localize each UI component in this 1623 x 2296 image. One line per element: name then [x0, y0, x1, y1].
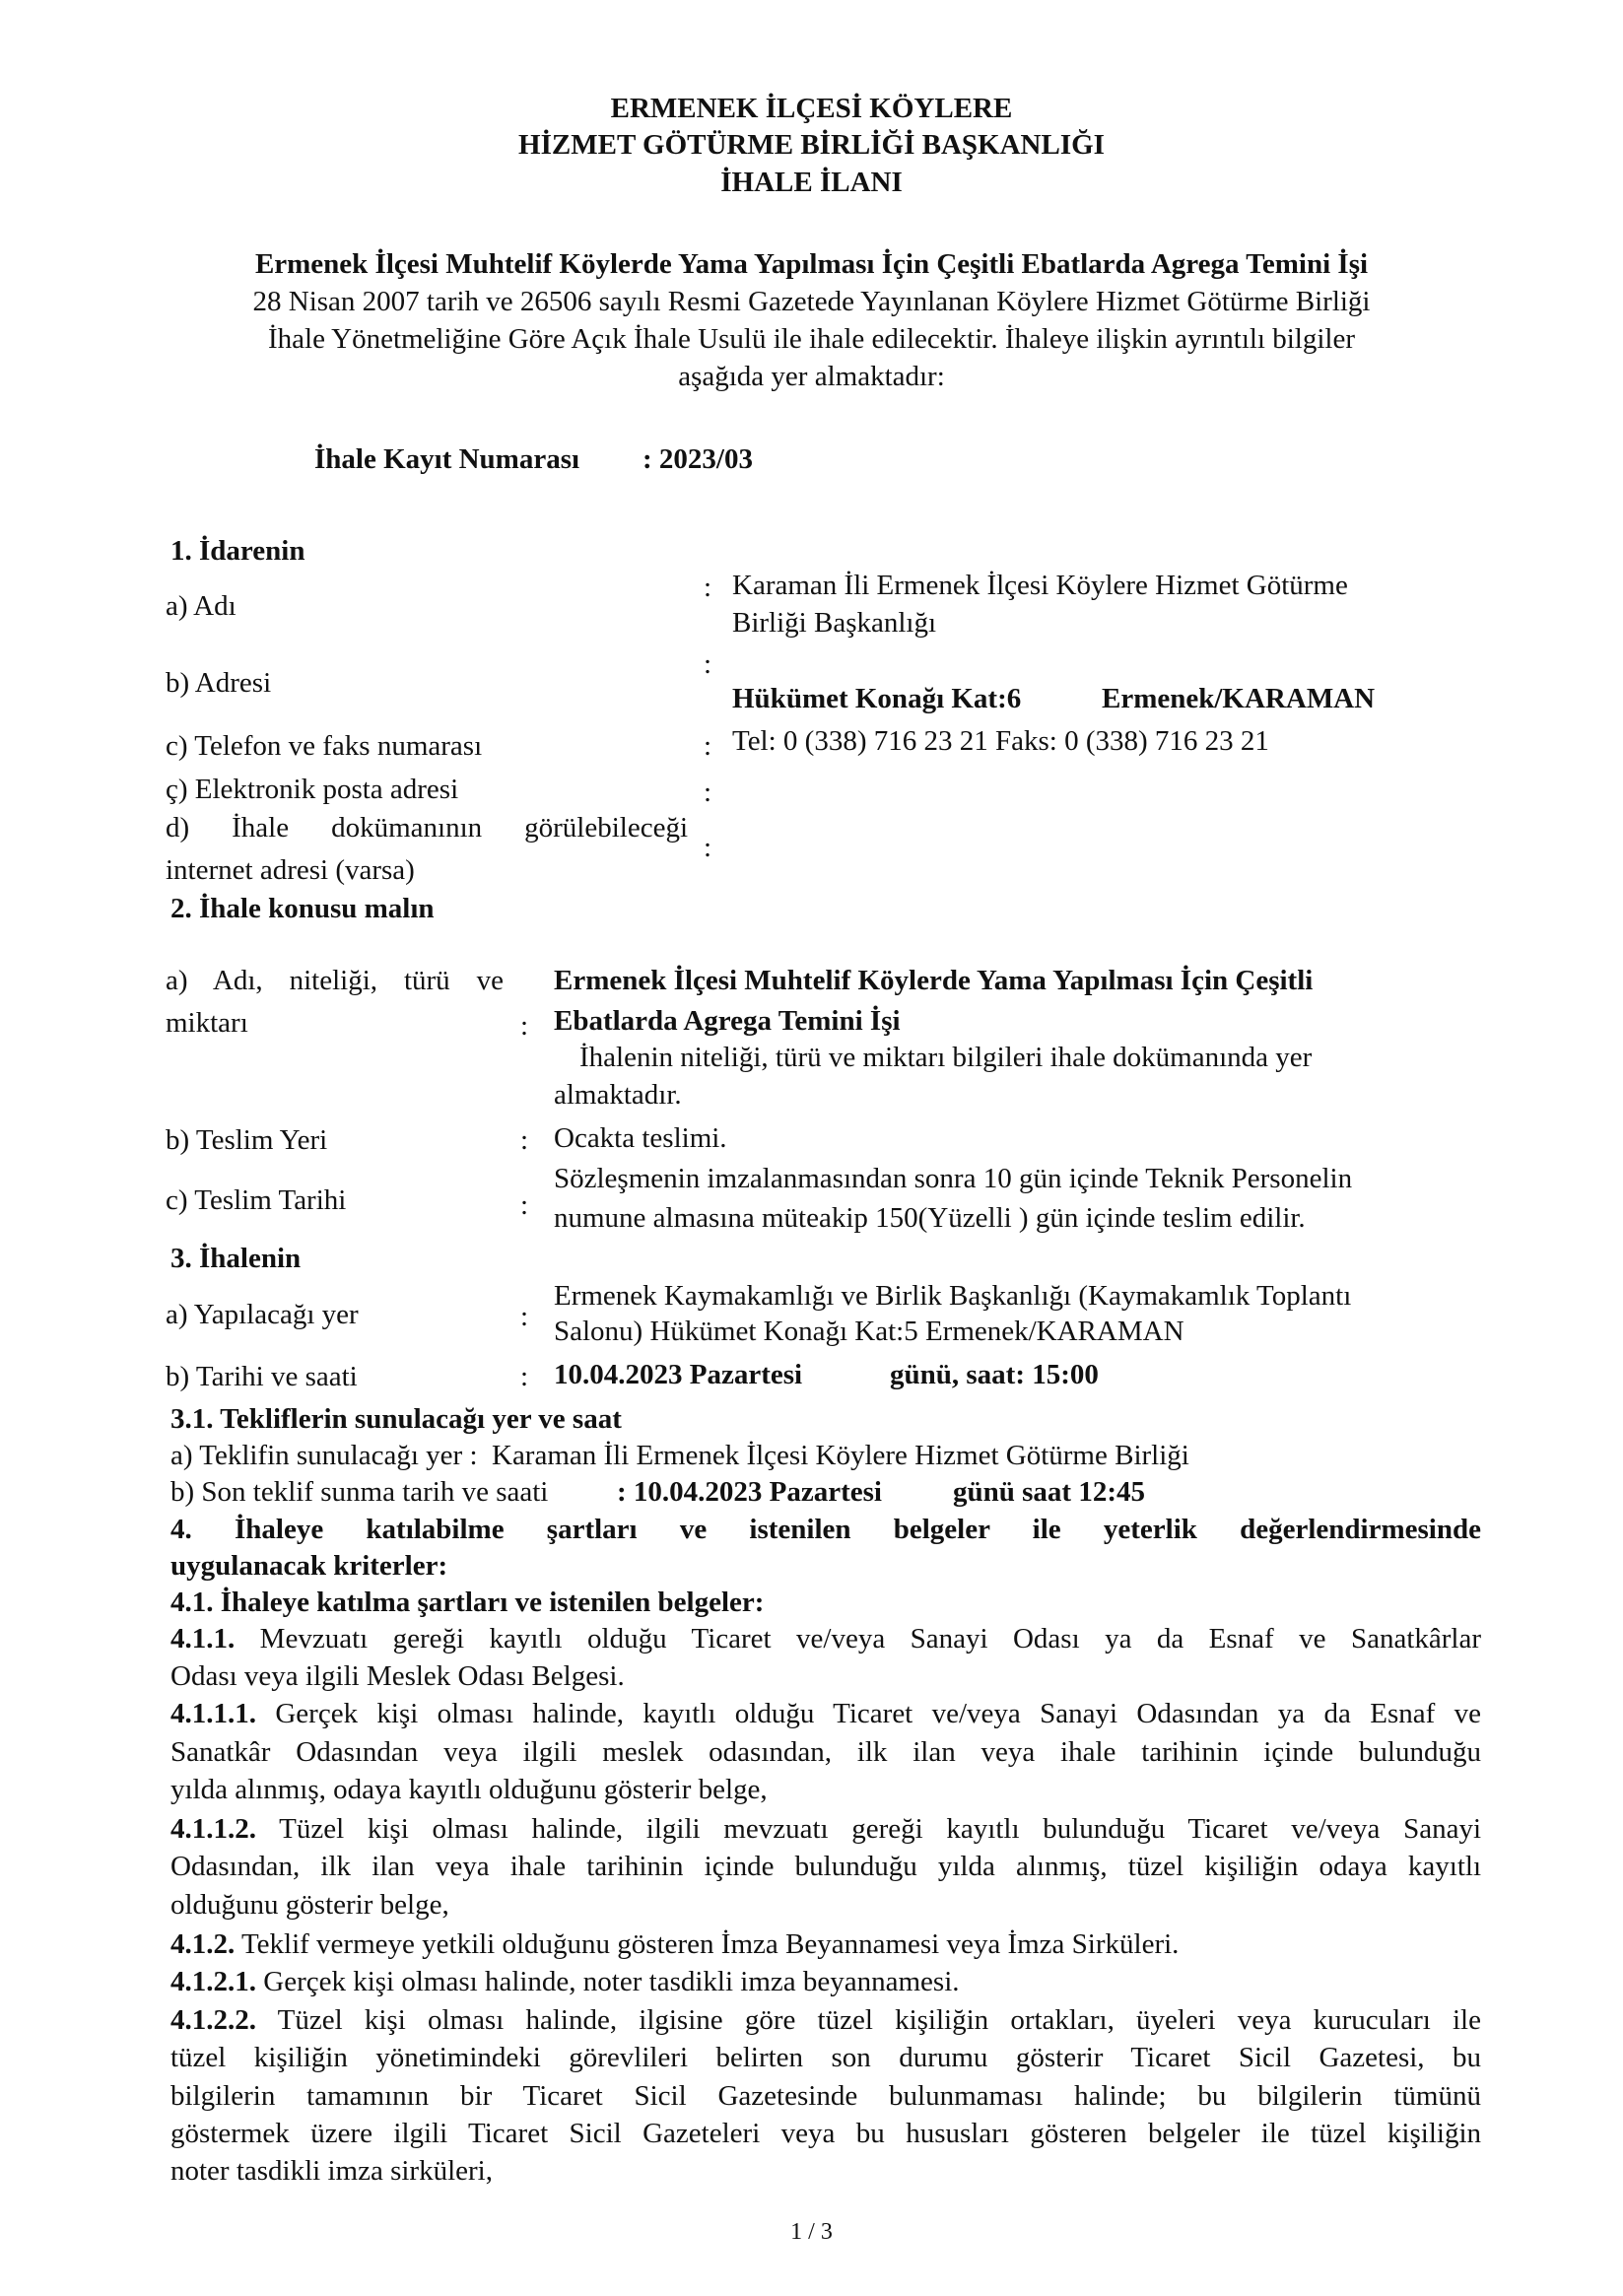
s1-a-value-2: Birliği Başkanlığı — [732, 607, 937, 639]
intro-title: Ermenek İlçesi Muhtelif Köylerde Yama Yapılması İçin Çeşitli Ebatlarda Agrega Temini İşi — [254, 248, 1369, 280]
section-2-heading: 2. İhale konusu malın — [170, 893, 435, 924]
s2-a-value-3: İhalenin niteliği, türü ve miktarı bilgileri ihale dokümanında yer — [579, 1042, 1313, 1073]
p4112-line-1 — [170, 1811, 1481, 1848]
s1-c-label: c) Telefon ve faks numarası — [166, 730, 483, 762]
p4122-line-2: tüzel kişiliğin yönetimindeki görevlileri belirten son durumu gösterir Ticaret Sicil Gazetesi, bu — [170, 2042, 1481, 2073]
s2-b-colon: : — [519, 1124, 529, 1156]
s1-b-colon: : — [703, 648, 712, 680]
page-number: 1 / 3 — [790, 2219, 833, 2245]
s1-d-label-1: d) İhale dokümanının görülebileceği — [166, 812, 688, 844]
section-1-heading: 1. İdarenin — [170, 535, 305, 567]
p411-text-1: Mevzuatı gereği kayıtlı olduğu Ticaret ve/veya Sanayi Odası ya da Esnaf ve Sanatkârlar — [235, 1623, 1481, 1654]
p4122-line-5: noter tasdikli imza sirküleri, — [170, 2155, 493, 2187]
s2-c-colon: : — [519, 1189, 529, 1221]
s3-b-label: b) Tarihi ve saati — [166, 1361, 358, 1392]
s2-b-value: Ocakta teslimi. — [554, 1122, 727, 1154]
p412-line-1 — [170, 1926, 1179, 1963]
kayit-value: : 2023/03 — [642, 443, 753, 475]
p4122-line-3: bilgilerin tamamının bir Ticaret Sicil Gazetesinde bulunmaması halinde; bu bilgilerin tümünü — [170, 2080, 1481, 2112]
s3-a-label: a) Yapılacağı yer — [166, 1299, 359, 1330]
header-line-2: HİZMET GÖTÜRME BİRLİĞİ BAŞKANLIĞI — [518, 129, 1105, 161]
s2-a-label-2: miktarı — [166, 1007, 248, 1039]
s31-a-text: a) Teklifin sunulacağı yer : Karaman İli Ermenek İlçesi Köylere Hizmet Götürme Birliği — [170, 1440, 1189, 1471]
p411-line-1 — [170, 1621, 1481, 1657]
p4111-number: 4.1.1.1. — [170, 1698, 256, 1729]
section-4-heading-1: 4. İhaleye katılabilme şartları ve istenilen belgeler ile yeterlik değerlendirmesinde — [170, 1514, 1481, 1545]
s1-d-label-2: internet adresi (varsa) — [166, 854, 415, 886]
s31-b-time: günü saat 12:45 — [953, 1476, 1145, 1508]
s2-a-colon: : — [519, 1010, 529, 1042]
p4122-line-1 — [170, 2002, 1481, 2039]
intro-line-2: 28 Nisan 2007 tarih ve 26506 sayılı Resmi Gazetede Yayınlanan Köylere Hizmet Götürme Birliği — [252, 286, 1371, 317]
s2-c-value-1: Sözleşmenin imzalanmasından sonra 10 gün içinde Teknik Personelin — [554, 1163, 1353, 1194]
s3-b-time: günü, saat: 15:00 — [890, 1359, 1099, 1390]
s2-a-label-1: a) Adı, niteliği, türü ve — [166, 965, 504, 996]
p4112-number: 4.1.1.2. — [170, 1813, 256, 1845]
p4121-number: 4.1.2.1. — [170, 1966, 256, 1997]
p4111-text-1: Gerçek kişi olması halinde, kayıtlı olduğu Ticaret ve/veya Sanayi Odasından ya da Esnaf ve — [256, 1698, 1481, 1729]
s3-b-date: 10.04.2023 Pazartesi — [554, 1359, 803, 1390]
s2-a-value-2: Ebatlarda Agrega Temini İşi — [554, 1005, 901, 1037]
s1-cc-label: ç) Elektronik posta adresi — [166, 774, 459, 805]
s2-b-label: b) Teslim Yeri — [166, 1124, 328, 1156]
s1-a-colon: : — [703, 572, 712, 603]
section-3-heading: 3. İhalenin — [170, 1243, 302, 1274]
p4112-text-1: Tüzel kişi olması halinde, ilgili mevzuatı gereği kayıtlı bulunduğu Ticaret ve/veya Sanayi — [256, 1813, 1481, 1845]
s1-a-label: a) Adı — [166, 590, 237, 622]
s31-b-date: : 10.04.2023 Pazartesi — [617, 1476, 882, 1508]
s1-c-colon: : — [703, 730, 712, 762]
s3-b-colon: : — [519, 1361, 529, 1392]
s1-b-value-2: Ermenek/KARAMAN — [1102, 683, 1376, 714]
p4122-text-1: Tüzel kişi olması halinde, ilgisine göre tüzel kişiliğin ortakları, üyeleri veya kurucuları ile — [256, 2004, 1481, 2036]
s1-cc-colon: : — [703, 777, 712, 808]
header-line-1: ERMENEK İLÇESİ KÖYLERE — [610, 93, 1013, 124]
p412-text-1: Teklif vermeye yetkili olduğunu gösteren İmza Beyannamesi veya İmza Sirküleri. — [235, 1928, 1180, 1960]
kayit-label: İhale Kayıt Numarası — [314, 443, 580, 475]
s3-a-value-1: Ermenek Kaymakamlığı ve Birlik Başkanlığı (Kaymakamlık Toplantı — [554, 1280, 1352, 1312]
s2-c-value-2: numune almasına müteakip 150(Yüzelli ) gün içinde teslim edilir. — [554, 1202, 1306, 1234]
s2-a-value-1: Ermenek İlçesi Muhtelif Köylerde Yama Yapılması İçin Çeşitli — [554, 965, 1314, 996]
p4121-text-1: Gerçek kişi olması halinde, noter tasdikli imza beyannamesi. — [256, 1966, 960, 1997]
intro-line-4: aşağıda yer almaktadır: — [678, 361, 945, 392]
s1-a-value-1: Karaman İli Ermenek İlçesi Köylere Hizmet Götürme — [732, 570, 1348, 601]
p4111-line-3: yılda alınmış, odaya kayıtlı olduğunu gösterir belge, — [170, 1774, 768, 1805]
p411-number: 4.1.1. — [170, 1623, 236, 1654]
section-3-1-heading: 3.1. Tekliflerin sunulacağı yer ve saat — [170, 1403, 622, 1435]
p4122-line-4: göstermek üzere ilgili Ticaret Sicil Gazeteleri veya bu hususları gösteren belgeler ile tüzel kişiliğin — [170, 2118, 1481, 2149]
section-4-1-heading: 4.1. İhaleye katılma şartları ve istenilen belgeler: — [170, 1587, 765, 1618]
s1-c-value: Tel: 0 (338) 716 23 21 Faks: 0 (338) 716 23 21 — [732, 725, 1269, 757]
header-title: İHALE İLANI — [720, 167, 903, 198]
p4111-line-1 — [170, 1696, 1481, 1732]
p411-line-2: Odası veya ilgili Meslek Odası Belgesi. — [170, 1660, 625, 1692]
p412-number: 4.1.2. — [170, 1928, 236, 1960]
s1-d-colon: : — [703, 832, 712, 863]
s3-a-colon: : — [519, 1301, 529, 1332]
p4121-line-1 — [170, 1964, 960, 2000]
p4111-line-2: Sanatkâr Odasından veya ilgili meslek odasından, ilk ilan veya ihale tarihinin içinde bulunduğu — [170, 1736, 1481, 1768]
s31-b-label: b) Son teklif sunma tarih ve saati — [170, 1476, 556, 1508]
intro-line-3: İhale Yönetmeliğine Göre Açık İhale Usulü ile ihale edilecektir. İhaleye ilişkin ayrıntılı bilgiler — [268, 323, 1355, 355]
p4112-line-2: Odasından, ilk ilan veya ihale tarihinin içinde bulunduğu yılda alınmış, tüzel kişiliğin odaya kayıtlı — [170, 1851, 1481, 1882]
s2-c-label: c) Teslim Tarihi — [166, 1184, 347, 1216]
s2-a-value-4: almaktadır. — [554, 1079, 682, 1111]
section-4-heading-2: uygulanacak kriterler: — [170, 1550, 448, 1582]
s3-a-value-2: Salonu) Hükümet Konağı Kat:5 Ermenek/KARAMAN — [554, 1316, 1184, 1347]
s1-b-value-1: Hükümet Konağı Kat:6 — [732, 683, 1022, 714]
p4122-number: 4.1.2.2. — [170, 2004, 256, 2036]
s1-b-label: b) Adresi — [166, 667, 272, 699]
p4112-line-3: olduğunu gösterir belge, — [170, 1889, 449, 1921]
